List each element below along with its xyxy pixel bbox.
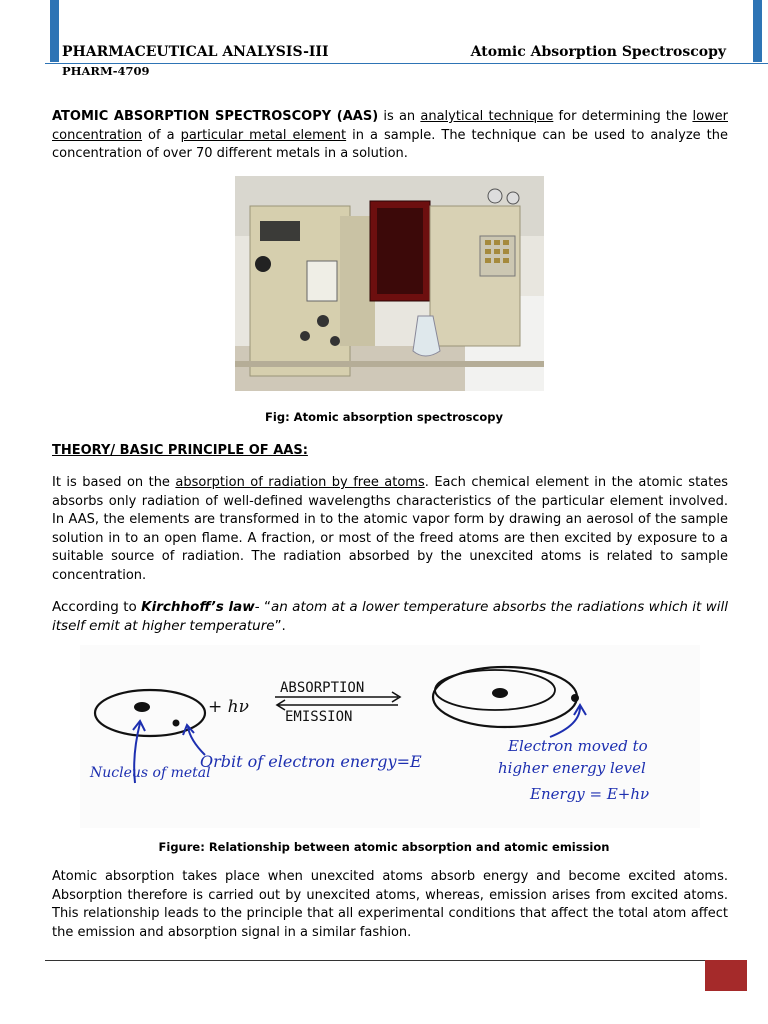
link-metal-element: particular metal element	[180, 127, 347, 143]
figure1-caption: Fig: Atomic absorption spectroscopy	[265, 410, 503, 424]
moved-label-2: higher energy level	[498, 759, 646, 777]
kirchhoff-quote: an atom at a lower temperature absorbs the radiations which it will itself emit at higher temperature	[52, 599, 728, 634]
theory-heading: THEORY/ BASIC PRINCIPLE OF AAS:	[52, 443, 308, 458]
figure2-caption: Figure: Relationship between atomic absorption and atomic emission	[158, 840, 610, 854]
nucleus-label: Nucleus of metal	[90, 765, 211, 781]
link-analytical-technique: analytical technique	[420, 109, 554, 124]
header-rule	[45, 63, 768, 64]
page-number-box	[705, 960, 747, 991]
intro-term: ATOMIC ABSORPTION SPECTROSCOPY (AAS)	[52, 109, 379, 124]
aas-instrument-photo	[235, 176, 544, 391]
moved-label-1: Electron moved to	[508, 737, 648, 755]
intro-paragraph: ATOMIC ABSORPTION SPECTROSCOPY (AAS) is an analytical technique for determining the lower concentration of a particular metal element in a sample. The technique can be used to analyze the concentration of over 70 different metals in a solution.	[52, 109, 728, 161]
kirchhoff-paragraph: According to Kirchhoff’s law- “an atom at a lower temperature absorbs the radiations which it will itself emit at higher temperature”.	[52, 599, 728, 634]
link-lower-concentration: lower concentration	[52, 109, 728, 143]
link-absorption-free-atoms: absorption of radiation by free atoms	[175, 475, 425, 490]
header-bar-left	[50, 0, 59, 62]
topic-title: Atomic Absorption Spectroscopy	[470, 44, 726, 60]
absorption-label: ABSORPTION	[280, 680, 365, 696]
course-code: PHARM-4709	[62, 64, 150, 78]
kirchhoff-law: Kirchhoff’s law	[141, 599, 255, 615]
footer-rule	[45, 960, 745, 961]
course-title: PHARMACEUTICAL ANALYSIS-III	[62, 44, 329, 60]
emission-label: EMISSION	[285, 709, 353, 725]
hv-label: + hν	[208, 697, 249, 717]
orbit-label: Orbit of electron energy=E	[200, 752, 422, 771]
header-bar-right	[753, 0, 762, 62]
absorption-emission-sketch	[80, 645, 700, 828]
energy-label: Energy = E+hν	[530, 785, 650, 803]
theory-paragraph: It is based on the absorption of radiation by free atoms. Each chemical element in the atomic states absorbs only radiation of well-defined wavelengths characteristics of the particular element involved. In AAS, the elements are transformed in to the atomic vapor form by drawing an aerosol of the sample solution in to an open flame. A fraction, or most of the freed atoms are then excited by exposure to a suitable source of radiation. The radiation absorbed by the unexcited atoms is related to sample concentration.	[52, 475, 728, 583]
closing-paragraph: Atomic absorption takes place when unexcited atoms absorb energy and become excited atoms. Absorption therefore is carried out by unexcited atoms, whereas, emission arises from excited atoms. This relationship leads to the principle that all experimental conditions that affect the total atom affect the emission and absorption signal in a similar fashion.	[52, 869, 728, 940]
